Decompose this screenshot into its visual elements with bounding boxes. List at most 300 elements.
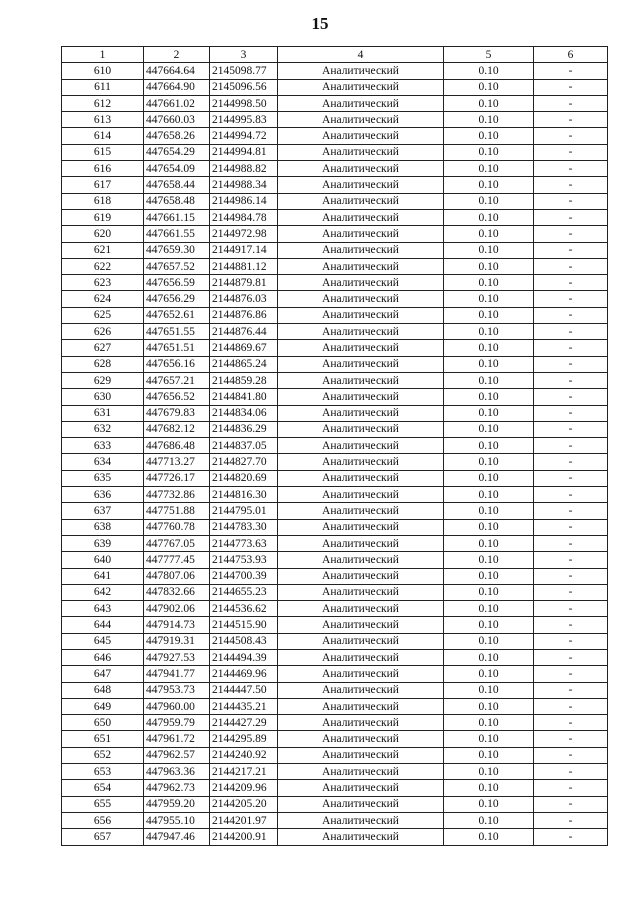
note-cell: - [534, 112, 608, 128]
table-row [62, 144, 608, 160]
x-coordinate-cell: 447656.29 [144, 291, 210, 307]
note-cell: - [534, 698, 608, 714]
x-coordinate-cell: 447661.02 [144, 95, 210, 111]
y-coordinate-cell: 2144972.98 [210, 226, 278, 242]
x-coordinate-cell: 447902.06 [144, 601, 210, 617]
table-row [62, 421, 608, 437]
point-number-cell: 634 [62, 454, 144, 470]
y-coordinate-cell: 2144859.28 [210, 372, 278, 388]
x-coordinate-cell: 447955.10 [144, 812, 210, 828]
method-cell: Аналитический [278, 226, 444, 242]
y-coordinate-cell: 2144865.24 [210, 356, 278, 372]
point-number-cell: 631 [62, 405, 144, 421]
method-cell: Аналитический [278, 405, 444, 421]
y-coordinate-cell: 2144783.30 [210, 519, 278, 535]
note-cell: - [534, 242, 608, 258]
y-coordinate-cell: 2144837.05 [210, 438, 278, 454]
table-row [62, 209, 608, 225]
y-coordinate-cell: 2144200.91 [210, 829, 278, 845]
note-cell: - [534, 258, 608, 274]
table-row [62, 649, 608, 665]
accuracy-cell: 0.10 [444, 666, 534, 682]
accuracy-cell: 0.10 [444, 747, 534, 763]
accuracy-cell: 0.10 [444, 291, 534, 307]
accuracy-cell: 0.10 [444, 275, 534, 291]
method-cell: Аналитический [278, 552, 444, 568]
x-coordinate-cell: 447657.21 [144, 372, 210, 388]
y-coordinate-cell: 2144447.50 [210, 682, 278, 698]
note-cell: - [534, 633, 608, 649]
table-row [62, 79, 608, 95]
accuracy-cell: 0.10 [444, 796, 534, 812]
x-coordinate-cell: 447919.31 [144, 633, 210, 649]
method-cell: Аналитический [278, 242, 444, 258]
table-row [62, 682, 608, 698]
note-cell: - [534, 144, 608, 160]
x-coordinate-cell: 447664.90 [144, 79, 210, 95]
note-cell: - [534, 324, 608, 340]
y-coordinate-cell: 2144988.34 [210, 177, 278, 193]
table-row [62, 307, 608, 323]
point-number-cell: 641 [62, 568, 144, 584]
accuracy-cell: 0.10 [444, 633, 534, 649]
method-cell: Аналитический [278, 275, 444, 291]
column-header-4: 4 [278, 47, 444, 63]
point-number-cell: 632 [62, 421, 144, 437]
accuracy-cell: 0.10 [444, 829, 534, 845]
point-number-cell: 635 [62, 470, 144, 486]
table-row [62, 470, 608, 486]
note-cell: - [534, 829, 608, 845]
point-number-cell: 642 [62, 584, 144, 600]
x-coordinate-cell: 447751.88 [144, 503, 210, 519]
method-cell: Аналитический [278, 291, 444, 307]
table-row [62, 258, 608, 274]
point-number-cell: 624 [62, 291, 144, 307]
y-coordinate-cell: 2144209.96 [210, 780, 278, 796]
table-row [62, 519, 608, 535]
point-number-cell: 614 [62, 128, 144, 144]
y-coordinate-cell: 2144700.39 [210, 568, 278, 584]
x-coordinate-cell: 447960.00 [144, 698, 210, 714]
x-coordinate-cell: 447651.55 [144, 324, 210, 340]
point-number-cell: 620 [62, 226, 144, 242]
method-cell: Аналитический [278, 568, 444, 584]
table-row [62, 731, 608, 747]
method-cell: Аналитический [278, 715, 444, 731]
y-coordinate-cell: 2144816.30 [210, 487, 278, 503]
accuracy-cell: 0.10 [444, 731, 534, 747]
point-number-cell: 645 [62, 633, 144, 649]
y-coordinate-cell: 2144201.97 [210, 812, 278, 828]
accuracy-cell: 0.10 [444, 649, 534, 665]
note-cell: - [534, 161, 608, 177]
table-row [62, 698, 608, 714]
y-coordinate-cell: 2144834.06 [210, 405, 278, 421]
column-header-2: 2 [144, 47, 210, 63]
method-cell: Аналитический [278, 372, 444, 388]
accuracy-cell: 0.10 [444, 79, 534, 95]
x-coordinate-cell: 447682.12 [144, 421, 210, 437]
method-cell: Аналитический [278, 764, 444, 780]
note-cell: - [534, 535, 608, 551]
y-coordinate-cell: 2144917.14 [210, 242, 278, 258]
point-number-cell: 629 [62, 372, 144, 388]
table-row [62, 372, 608, 388]
table-row [62, 340, 608, 356]
accuracy-cell: 0.10 [444, 438, 534, 454]
method-cell: Аналитический [278, 503, 444, 519]
table-row [62, 291, 608, 307]
note-cell: - [534, 95, 608, 111]
table-row [62, 796, 608, 812]
accuracy-cell: 0.10 [444, 568, 534, 584]
accuracy-cell: 0.10 [444, 584, 534, 600]
accuracy-cell: 0.10 [444, 95, 534, 111]
table-header-row [62, 47, 608, 63]
point-number-cell: 657 [62, 829, 144, 845]
note-cell: - [534, 275, 608, 291]
accuracy-cell: 0.10 [444, 112, 534, 128]
point-number-cell: 638 [62, 519, 144, 535]
table-row [62, 242, 608, 258]
y-coordinate-cell: 2145096.56 [210, 79, 278, 95]
method-cell: Аналитический [278, 633, 444, 649]
method-cell: Аналитический [278, 307, 444, 323]
y-coordinate-cell: 2144295.89 [210, 731, 278, 747]
y-coordinate-cell: 2144841.80 [210, 389, 278, 405]
y-coordinate-cell: 2144986.14 [210, 193, 278, 209]
point-number-cell: 650 [62, 715, 144, 731]
accuracy-cell: 0.10 [444, 242, 534, 258]
point-number-cell: 625 [62, 307, 144, 323]
note-cell: - [534, 79, 608, 95]
note-cell: - [534, 731, 608, 747]
note-cell: - [534, 584, 608, 600]
column-header-5: 5 [444, 47, 534, 63]
table-row [62, 666, 608, 682]
x-coordinate-cell: 447941.77 [144, 666, 210, 682]
x-coordinate-cell: 447807.06 [144, 568, 210, 584]
note-cell: - [534, 649, 608, 665]
point-number-cell: 655 [62, 796, 144, 812]
point-number-cell: 647 [62, 666, 144, 682]
x-coordinate-cell: 447656.52 [144, 389, 210, 405]
method-cell: Аналитический [278, 161, 444, 177]
accuracy-cell: 0.10 [444, 535, 534, 551]
method-cell: Аналитический [278, 829, 444, 845]
table-row [62, 454, 608, 470]
method-cell: Аналитический [278, 617, 444, 633]
y-coordinate-cell: 2144217.21 [210, 764, 278, 780]
accuracy-cell: 0.10 [444, 161, 534, 177]
point-number-cell: 646 [62, 649, 144, 665]
note-cell: - [534, 193, 608, 209]
x-coordinate-cell: 447777.45 [144, 552, 210, 568]
table-row [62, 812, 608, 828]
note-cell: - [534, 715, 608, 731]
y-coordinate-cell: 2144994.81 [210, 144, 278, 160]
table-row [62, 128, 608, 144]
y-coordinate-cell: 2144205.20 [210, 796, 278, 812]
method-cell: Аналитический [278, 144, 444, 160]
x-coordinate-cell: 447664.64 [144, 63, 210, 79]
method-cell: Аналитический [278, 731, 444, 747]
x-coordinate-cell: 447947.46 [144, 829, 210, 845]
note-cell: - [534, 307, 608, 323]
x-coordinate-cell: 447961.72 [144, 731, 210, 747]
y-coordinate-cell: 2144876.86 [210, 307, 278, 323]
y-coordinate-cell: 2144820.69 [210, 470, 278, 486]
x-coordinate-cell: 447953.73 [144, 682, 210, 698]
point-number-cell: 621 [62, 242, 144, 258]
x-coordinate-cell: 447652.61 [144, 307, 210, 323]
method-cell: Аналитический [278, 535, 444, 551]
table-row [62, 617, 608, 633]
x-coordinate-cell: 447732.86 [144, 487, 210, 503]
y-coordinate-cell: 2144753.93 [210, 552, 278, 568]
y-coordinate-cell: 2144998.50 [210, 95, 278, 111]
point-number-cell: 633 [62, 438, 144, 454]
accuracy-cell: 0.10 [444, 226, 534, 242]
accuracy-cell: 0.10 [444, 764, 534, 780]
note-cell: - [534, 780, 608, 796]
x-coordinate-cell: 447661.15 [144, 209, 210, 225]
note-cell: - [534, 552, 608, 568]
y-coordinate-cell: 2144240.92 [210, 747, 278, 763]
point-number-cell: 627 [62, 340, 144, 356]
table-row [62, 487, 608, 503]
x-coordinate-cell: 447959.20 [144, 796, 210, 812]
point-number-cell: 644 [62, 617, 144, 633]
point-number-cell: 626 [62, 324, 144, 340]
point-number-cell: 649 [62, 698, 144, 714]
table-row [62, 829, 608, 845]
y-coordinate-cell: 2144876.03 [210, 291, 278, 307]
column-header-1: 1 [62, 47, 144, 63]
method-cell: Аналитический [278, 666, 444, 682]
x-coordinate-cell: 447962.73 [144, 780, 210, 796]
note-cell: - [534, 356, 608, 372]
point-number-cell: 630 [62, 389, 144, 405]
table-row [62, 780, 608, 796]
y-coordinate-cell: 2144984.78 [210, 209, 278, 225]
accuracy-cell: 0.10 [444, 258, 534, 274]
point-number-cell: 622 [62, 258, 144, 274]
accuracy-cell: 0.10 [444, 372, 534, 388]
y-coordinate-cell: 2144515.90 [210, 617, 278, 633]
table-row [62, 633, 608, 649]
x-coordinate-cell: 447713.27 [144, 454, 210, 470]
note-cell: - [534, 617, 608, 633]
method-cell: Аналитический [278, 95, 444, 111]
table-row [62, 389, 608, 405]
table-row [62, 747, 608, 763]
point-number-cell: 639 [62, 535, 144, 551]
x-coordinate-cell: 447660.03 [144, 112, 210, 128]
point-number-cell: 637 [62, 503, 144, 519]
note-cell: - [534, 63, 608, 79]
point-number-cell: 611 [62, 79, 144, 95]
column-header-6: 6 [534, 47, 608, 63]
y-coordinate-cell: 2144795.01 [210, 503, 278, 519]
method-cell: Аналитический [278, 63, 444, 79]
x-coordinate-cell: 447658.26 [144, 128, 210, 144]
point-number-cell: 654 [62, 780, 144, 796]
accuracy-cell: 0.10 [444, 193, 534, 209]
point-number-cell: 612 [62, 95, 144, 111]
method-cell: Аналитический [278, 356, 444, 372]
x-coordinate-cell: 447656.16 [144, 356, 210, 372]
method-cell: Аналитический [278, 209, 444, 225]
method-cell: Аналитический [278, 812, 444, 828]
accuracy-cell: 0.10 [444, 405, 534, 421]
y-coordinate-cell: 2144427.29 [210, 715, 278, 731]
point-number-cell: 619 [62, 209, 144, 225]
accuracy-cell: 0.10 [444, 63, 534, 79]
accuracy-cell: 0.10 [444, 389, 534, 405]
x-coordinate-cell: 447959.79 [144, 715, 210, 731]
table-row [62, 438, 608, 454]
method-cell: Аналитический [278, 747, 444, 763]
x-coordinate-cell: 447656.59 [144, 275, 210, 291]
x-coordinate-cell: 447679.83 [144, 405, 210, 421]
note-cell: - [534, 226, 608, 242]
accuracy-cell: 0.10 [444, 780, 534, 796]
y-coordinate-cell: 2144435.21 [210, 698, 278, 714]
table-body [62, 63, 608, 845]
note-cell: - [534, 601, 608, 617]
y-coordinate-cell: 2144536.62 [210, 601, 278, 617]
note-cell: - [534, 421, 608, 437]
y-coordinate-cell: 2144494.39 [210, 649, 278, 665]
point-number-cell: 640 [62, 552, 144, 568]
table-row [62, 112, 608, 128]
note-cell: - [534, 666, 608, 682]
y-coordinate-cell: 2144994.72 [210, 128, 278, 144]
x-coordinate-cell: 447659.30 [144, 242, 210, 258]
accuracy-cell: 0.10 [444, 682, 534, 698]
page-number: 15 [311, 14, 329, 33]
note-cell: - [534, 291, 608, 307]
accuracy-cell: 0.10 [444, 421, 534, 437]
accuracy-cell: 0.10 [444, 601, 534, 617]
accuracy-cell: 0.10 [444, 552, 534, 568]
point-number-cell: 616 [62, 161, 144, 177]
accuracy-cell: 0.10 [444, 340, 534, 356]
note-cell: - [534, 487, 608, 503]
x-coordinate-cell: 447686.48 [144, 438, 210, 454]
method-cell: Аналитический [278, 79, 444, 95]
coordinates-table [61, 46, 608, 846]
method-cell: Аналитический [278, 324, 444, 340]
y-coordinate-cell: 2144988.82 [210, 161, 278, 177]
table-row [62, 601, 608, 617]
note-cell: - [534, 796, 608, 812]
y-coordinate-cell: 2144876.44 [210, 324, 278, 340]
x-coordinate-cell: 447760.78 [144, 519, 210, 535]
point-number-cell: 618 [62, 193, 144, 209]
method-cell: Аналитический [278, 340, 444, 356]
point-number-cell: 651 [62, 731, 144, 747]
y-coordinate-cell: 2144773.63 [210, 535, 278, 551]
x-coordinate-cell: 447767.05 [144, 535, 210, 551]
accuracy-cell: 0.10 [444, 715, 534, 731]
point-number-cell: 653 [62, 764, 144, 780]
point-number-cell: 648 [62, 682, 144, 698]
y-coordinate-cell: 2144655.23 [210, 584, 278, 600]
method-cell: Аналитический [278, 193, 444, 209]
point-number-cell: 643 [62, 601, 144, 617]
method-cell: Аналитический [278, 584, 444, 600]
accuracy-cell: 0.10 [444, 812, 534, 828]
y-coordinate-cell: 2145098.77 [210, 63, 278, 79]
point-number-cell: 623 [62, 275, 144, 291]
table-row [62, 405, 608, 421]
note-cell: - [534, 372, 608, 388]
method-cell: Аналитический [278, 389, 444, 405]
method-cell: Аналитический [278, 470, 444, 486]
y-coordinate-cell: 2144827.70 [210, 454, 278, 470]
note-cell: - [534, 209, 608, 225]
method-cell: Аналитический [278, 421, 444, 437]
note-cell: - [534, 747, 608, 763]
method-cell: Аналитический [278, 177, 444, 193]
table-row [62, 226, 608, 242]
y-coordinate-cell: 2144469.96 [210, 666, 278, 682]
method-cell: Аналитический [278, 112, 444, 128]
x-coordinate-cell: 447657.52 [144, 258, 210, 274]
accuracy-cell: 0.10 [444, 177, 534, 193]
method-cell: Аналитический [278, 796, 444, 812]
x-coordinate-cell: 447658.48 [144, 193, 210, 209]
point-number-cell: 656 [62, 812, 144, 828]
x-coordinate-cell: 447832.66 [144, 584, 210, 600]
table-row [62, 356, 608, 372]
table-row [62, 535, 608, 551]
x-coordinate-cell: 447962.57 [144, 747, 210, 763]
method-cell: Аналитический [278, 780, 444, 796]
accuracy-cell: 0.10 [444, 698, 534, 714]
table-row [62, 715, 608, 731]
note-cell: - [534, 340, 608, 356]
accuracy-cell: 0.10 [444, 470, 534, 486]
note-cell: - [534, 682, 608, 698]
point-number-cell: 636 [62, 487, 144, 503]
x-coordinate-cell: 447963.36 [144, 764, 210, 780]
point-number-cell: 652 [62, 747, 144, 763]
note-cell: - [534, 568, 608, 584]
note-cell: - [534, 405, 608, 421]
x-coordinate-cell: 447654.09 [144, 161, 210, 177]
method-cell: Аналитический [278, 601, 444, 617]
accuracy-cell: 0.10 [444, 144, 534, 160]
y-coordinate-cell: 2144879.81 [210, 275, 278, 291]
accuracy-cell: 0.10 [444, 487, 534, 503]
note-cell: - [534, 470, 608, 486]
table-row [62, 552, 608, 568]
method-cell: Аналитический [278, 519, 444, 535]
x-coordinate-cell: 447651.51 [144, 340, 210, 356]
point-number-cell: 617 [62, 177, 144, 193]
method-cell: Аналитический [278, 487, 444, 503]
y-coordinate-cell: 2144836.29 [210, 421, 278, 437]
note-cell: - [534, 519, 608, 535]
accuracy-cell: 0.10 [444, 209, 534, 225]
table-row [62, 568, 608, 584]
table-row [62, 764, 608, 780]
accuracy-cell: 0.10 [444, 324, 534, 340]
